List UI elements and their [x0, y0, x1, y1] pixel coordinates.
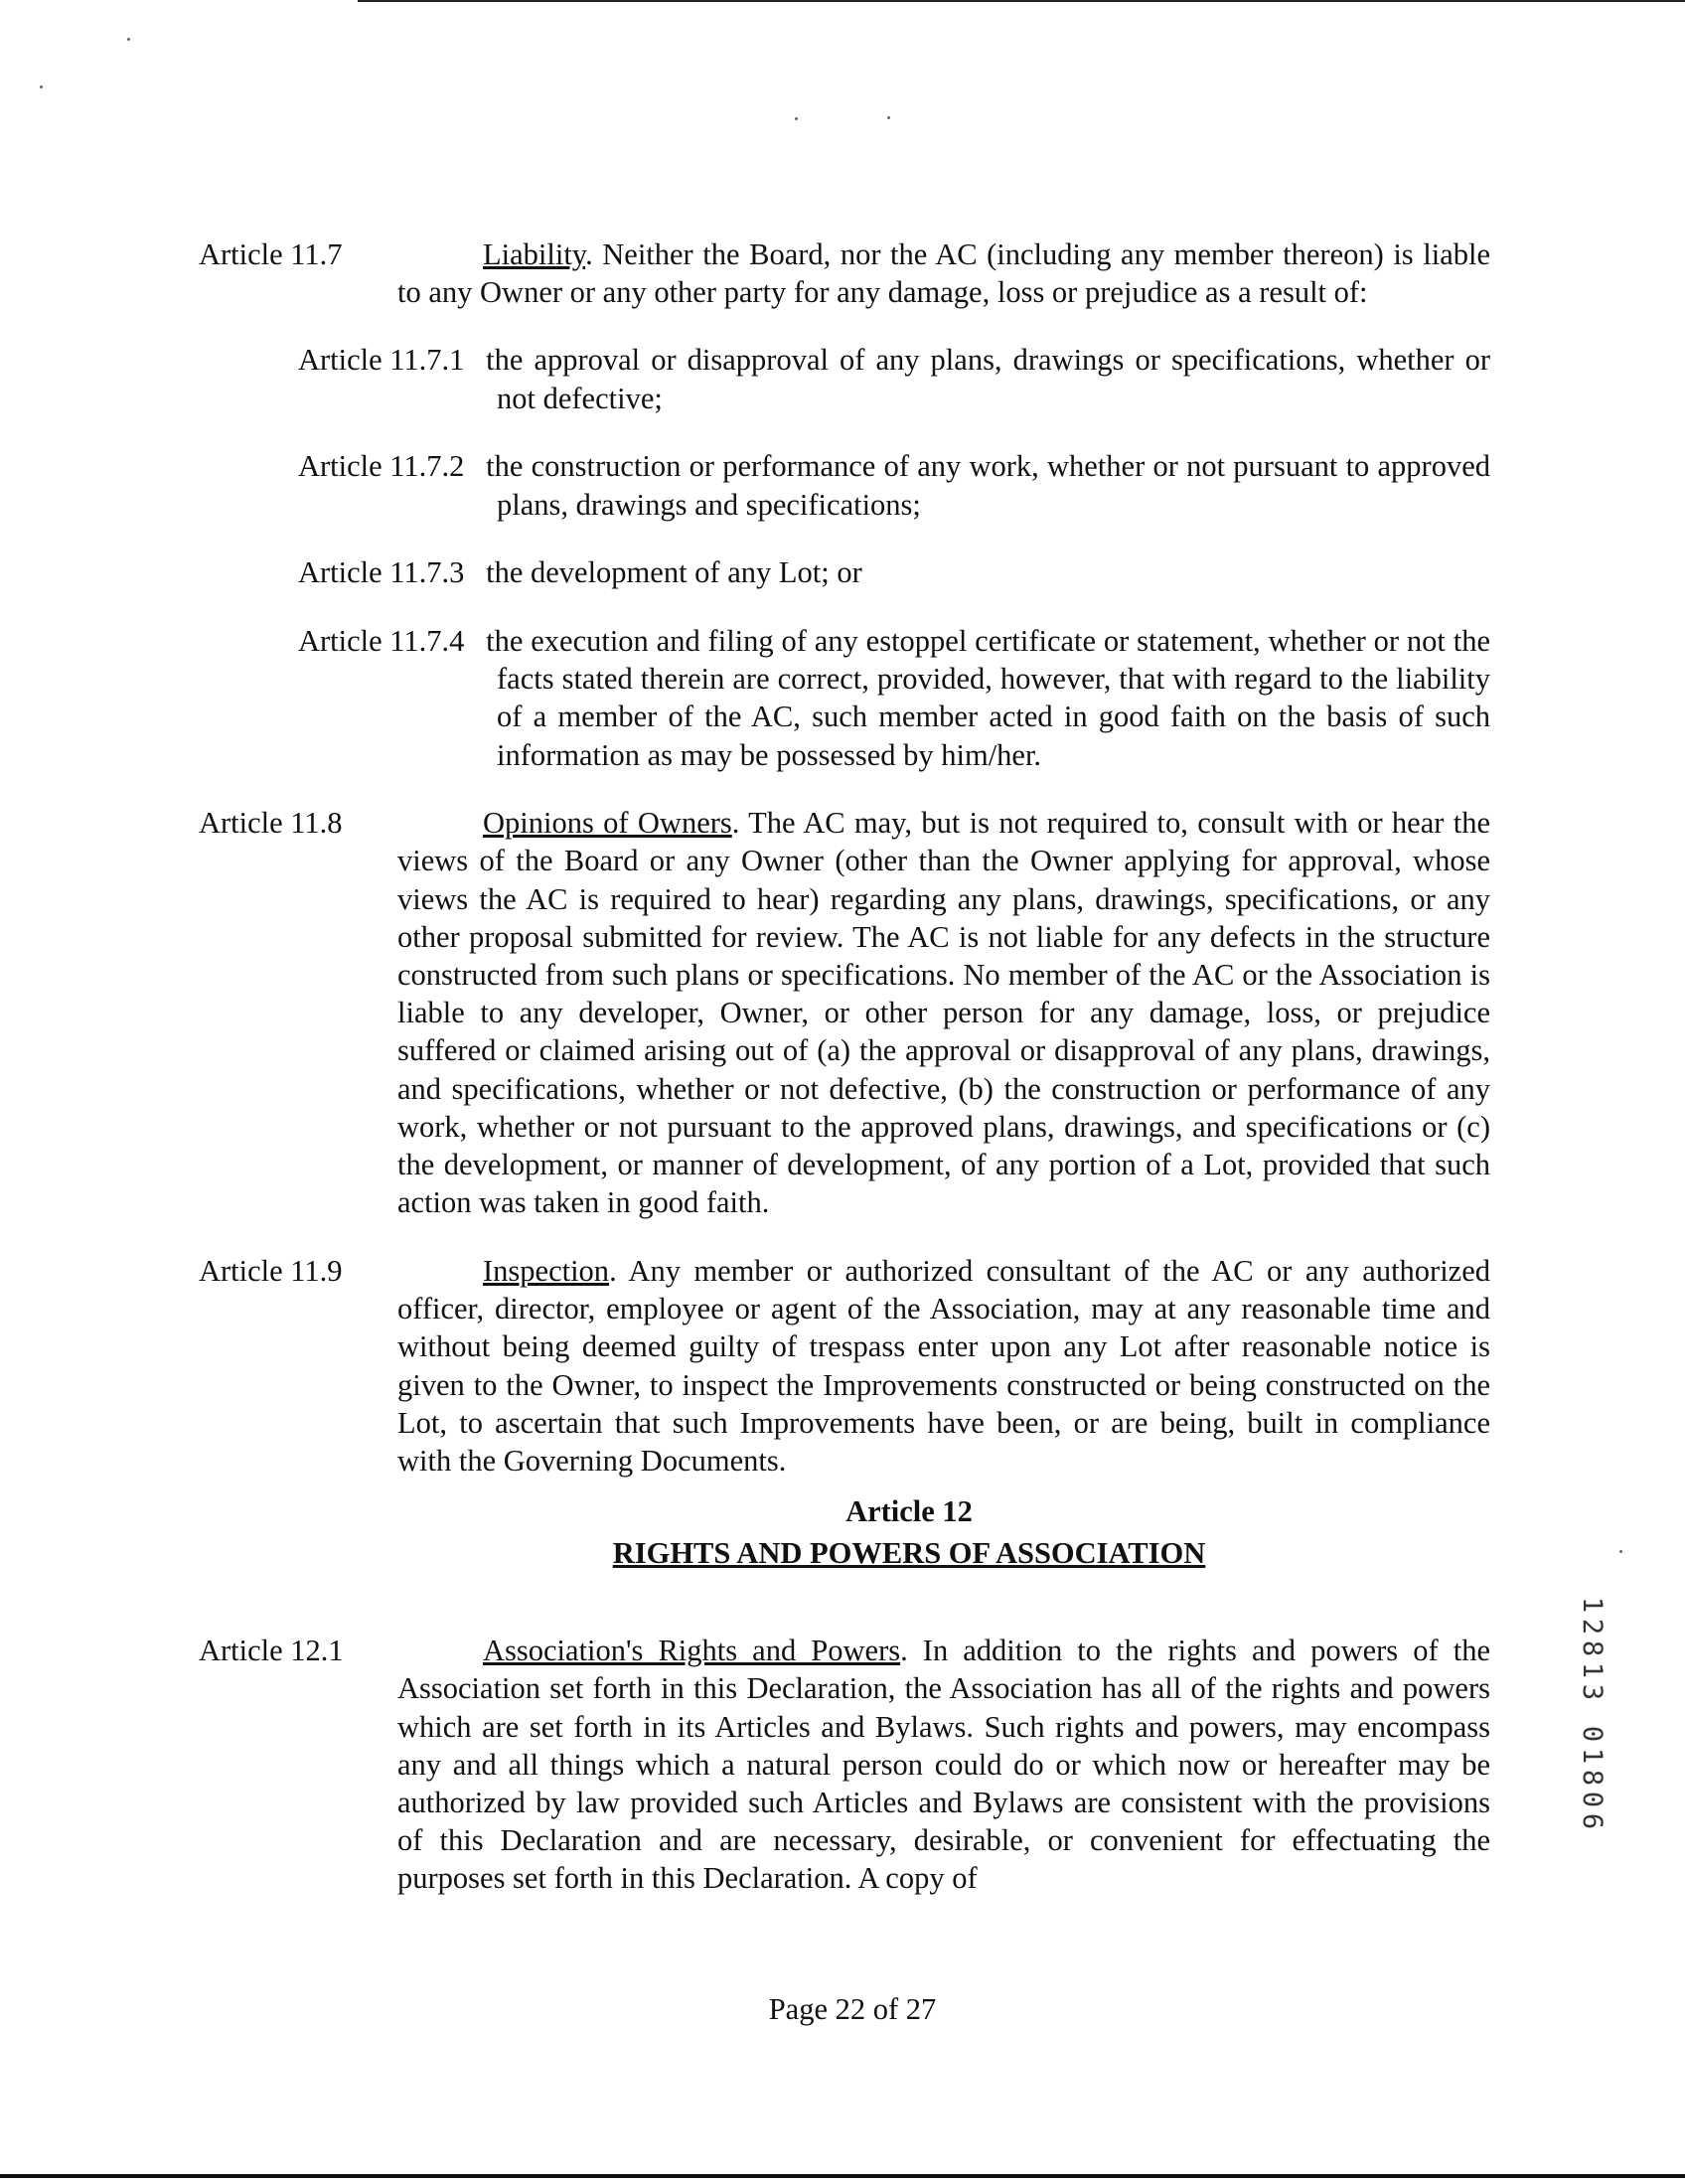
article-text: the development of any Lot; or: [486, 555, 862, 590]
article-heading: Inspection: [483, 1253, 610, 1288]
document-body: [199, 205, 1490, 1911]
stamp-digit: 6: [1577, 1812, 1608, 1830]
scan-speck: [40, 85, 43, 88]
article-text: the construction or performance of any work, whether or not pursuant to approved plans, drawings and specifications;: [486, 449, 1490, 522]
article-11-7-1: [298, 341, 1490, 416]
article-12-title: RIGHTS AND POWERS OF ASSOCIATION: [612, 1536, 1206, 1571]
article-number: Article 11.8: [199, 806, 343, 841]
article-number: Article 11.7.1: [298, 343, 465, 378]
bottom-scan-border: [0, 2174, 1685, 2178]
article-11-8: [199, 804, 1490, 1221]
article-number: Article 11.7.2: [298, 449, 465, 484]
scan-speck: [887, 116, 890, 119]
article-11-7-3: [298, 553, 1490, 591]
article-text: the execution and filing of any estoppel certificate or statement, whether or not the facts stated therein are correct, provided, however, that with regard to the liability of a member of the AC, such member acted in good faith on the basis of such information as may be possessed by him/her.: [486, 623, 1490, 772]
article-11-9: [199, 1252, 1490, 1480]
article-heading: Association's Rights and Powers: [483, 1634, 901, 1668]
scan-speck: [127, 38, 130, 41]
article-text: . Neither the Board, nor the AC (including any member thereon) is liable to any Owner or any other party for any damage, loss or prejudice as a result of:: [397, 236, 1490, 309]
stamp-digit: 1: [1577, 1661, 1608, 1679]
article-number: Article 11.7.4: [298, 623, 465, 658]
recording-stamp: [1577, 1594, 1607, 1832]
stamp-digit: 0: [1577, 1725, 1608, 1743]
article-heading: Liability: [483, 236, 586, 271]
stamp-digit: 8: [1577, 1639, 1608, 1657]
scan-speck: [1619, 1550, 1622, 1553]
article-number: Article 11.7.3: [298, 555, 465, 590]
article-text: . Any member or authorized consultant of the AC or any authorized officer, director, employee or agent of the Association, may at any reasonable time and without being deemed guilty of trespass enter upon any Lot after reasonable notice is given to the Owner, to inspect the Improvements constructed or being constructed on the Lot, to ascertain that such Improvements have been, or are being, built in compliance with the Governing Documents.: [397, 1253, 1490, 1478]
stamp-digit: 3: [1577, 1683, 1608, 1701]
stamp-digit: 2: [1577, 1618, 1608, 1636]
article-number: Article 12.1: [199, 1634, 344, 1668]
article-heading: Opinions of Owners: [483, 806, 732, 841]
article-text: . The AC may, but is not required to, consult with or hear the views of the Board or any Owner (other than the Owner applying for approval, whose views the AC is required to hear) regarding any plans, drawings, specifications, or any other proposal submitted for review. The AC is not liable for any defects in the structure constructed from such plans or specifications. No member of the AC or the Association is liable to any developer, Owner, or other person for any damage, loss, or prejudice suffered or claimed arising out of (a) the approval or disapproval of any plans, drawings, and specifications, whether or not defective, (b) the construction or performance of any work, whether or not pursuant to the approved plans, drawings, and specifications or (c) the development, or manner of development, of any portion of a Lot, provided that such action was taken in good faith.: [397, 806, 1490, 1220]
article-11-7: [199, 235, 1490, 311]
scan-speck: [795, 117, 798, 120]
stamp-digit: 0: [1577, 1791, 1608, 1808]
article-11-7-4: [298, 622, 1490, 774]
stamp-digit: 1: [1577, 1747, 1608, 1765]
article-text: . In addition to the rights and powers of the Association set forth in this Declaration, the Association has all of the rights and powers which are set forth in its Articles and Bylaws. Such rights and powers, may encompass any and all things which a natural person could do or which now or hereafter may be authorized by law provided such Articles and Bylaws are consistent with the provisions of this Declaration and are necessary, desirable, or convenient for effectuating the purposes set forth in this Declaration. A copy of: [397, 1634, 1490, 1896]
stamp-digit: 8: [1577, 1769, 1608, 1787]
article-12-1: [199, 1632, 1490, 1897]
article-number: Article 11.7: [199, 236, 343, 271]
top-scan-border: [358, 0, 1685, 2]
article-12-number: Article 12: [845, 1494, 973, 1529]
stamp-digit: 1: [1577, 1596, 1608, 1614]
page-number: Page 22 of 27: [768, 1992, 937, 2026]
article-number: Article 11.9: [199, 1253, 343, 1288]
article-text: the approval or disapproval of any plans, drawings or specifications, whether or not defective;: [486, 343, 1490, 415]
article-11-7-2: [298, 447, 1490, 523]
